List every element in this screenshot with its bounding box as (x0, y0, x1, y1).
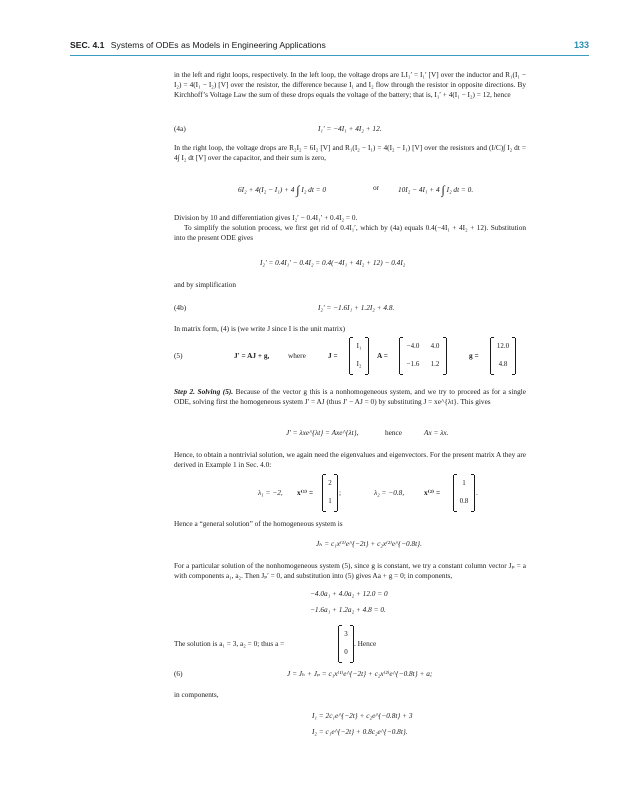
eq5-label: (5) (174, 351, 183, 360)
matrix-A-entry: −4.0 (406, 342, 420, 350)
eigenvalue-1: λ₁ = −2, (258, 488, 283, 497)
paragraph-voltage-left-loop: in the left and right loops, respectively. In the left loop, the voltage drops are LI₁′ = I₁′ [V] over the inductor and R₁(I₁ − I₂) = 4(I₁ − I₂) [V] over the resistor, the difference because I₁ and I₂ flow through the resistor in opposite directions. By Kirchhoff’s Voltage Law the sum of these drops equals the voltage of the battery; that is, I₁′ + 4(I₁ − I₂) = 12, hence (174, 70, 526, 99)
matrix-a (338, 626, 354, 662)
section-title: Systems of ODEs as Models in Engineering Applications (110, 40, 326, 50)
equation-component-2: −1.6a₁ + 1.2a₂ + 4.8 = 0. (310, 605, 386, 614)
loop-sum-left: 6I₂ + 4(I₂ − I₁) + 4 (238, 185, 295, 194)
matrix-A-entry: 4.0 (430, 342, 440, 350)
eigenvector-2-label: x⁽²⁾ = (424, 488, 441, 497)
matrix-g-entry: 12.0 (496, 342, 510, 350)
equation-I2: I₂ = c₁e^{−2t} + 0.8c₂e^{−0.8t}. (312, 727, 408, 736)
integral-sign-icon: ∫ (441, 183, 445, 197)
eq4b-label: (4b) (174, 303, 187, 312)
paragraph-solution-a: The solution is a₁ = 3, a₂ = 0; thus a = (174, 639, 285, 648)
eq5-where: where (288, 351, 306, 360)
matrix-g-entry: 4.8 (498, 360, 508, 368)
equation-component-1: −4.0a₁ + 4.0a₂ + 12.0 = 0 (310, 589, 388, 598)
paragraph-simplify: To simplify the solution process, we first get rid of 0.4I₁′, which by (4a) equals 0.4(−4I₁ + 4I₂ + 12). Substitution into the present ODE gives (174, 223, 526, 242)
eigenvector-2-end: . (476, 488, 478, 497)
eq5-A-label: A = (377, 351, 388, 360)
matrix-a-entry: 3 (344, 630, 348, 638)
paragraph-eigenvectors: Hence, to obtain a nontrivial solution, we again need the eigenvalues and eigenvectors. For the present matrix A they are derived in Example 1 in Sec. 4.0: (174, 450, 526, 469)
paragraph-particular-solution: For a particular solution of the nonhomogeneous system (5), since g is constant, we try a constant column vector Jₚ = a with components a₁, a₂. Then Jₚ′ = 0, and substitution into (5) gives Aa + g = 0; in components, (174, 561, 526, 580)
equation-I1: I₁ = 2c₁e^{−2t} + c₂e^{−0.8t} + 3 (312, 711, 413, 720)
matrix-J-entry: I₁ (356, 342, 362, 350)
paragraph-step2 (174, 387, 526, 407)
matrix-x1-entry: 2 (328, 479, 332, 487)
equation-loop-sum-simplified (398, 183, 473, 195)
paragraph-matrix-form: In matrix form, (4) is (we write J since I is the unit matrix) (174, 324, 346, 333)
equation-or: or (373, 183, 380, 192)
eigenvector-1-label: x⁽¹⁾ = (297, 488, 314, 497)
eq5-g-label: g = (469, 351, 479, 360)
page-number: 133 (573, 40, 589, 50)
loop-sum-right-end: I₂ dt = 0. (446, 185, 474, 194)
equation-hence: hence (385, 428, 403, 437)
integral-sign-icon: ∫ (296, 183, 300, 197)
paragraph-voltage-right-loop: In the right loop, the voltage drops are R₂I₂ = 6I₂ [V] and R₁(I₂ − I₁) = 4(I₂ − I₁) [V] over the resistors and (I/C)∫ I₂ dt = 4∫ I₂ dt [V] over the capacitor, and their sum is zero, (174, 143, 526, 162)
step2-text: Because of the vector g this is a nonhomogeneous system, and we try to proceed as for a single ODE, solving first the homogeneous system J′ = AJ (thus J′ − AJ = 0) by substituting J = xe^{λt}. This gives (174, 387, 526, 406)
equation-homogeneous-solution: Jₕ = c₁x⁽¹⁾e^{−2t} + c₂x⁽²⁾e^{−0.8t}. (316, 539, 422, 548)
matrix-g (490, 338, 516, 374)
matrix-J (349, 338, 369, 374)
step2-heading: Step 2. Solving (5). (174, 387, 234, 396)
matrix-x2-entry: 1 (462, 479, 466, 487)
equation-loop-sum (238, 183, 326, 195)
equation-5: J′ = AJ + g, (234, 351, 270, 360)
eigenvector-1-end: ; (339, 488, 342, 497)
section-number: SEC. 4.1 (70, 40, 105, 50)
paragraph-general-solution: Hence a “general solution” of the homogeneous system is (174, 519, 343, 528)
matrix-A-entry: 1.2 (430, 360, 440, 368)
paragraph-in-components: in components, (174, 690, 219, 699)
matrix-a-entry: 0 (344, 648, 348, 656)
equation-eigen-substitution: J′ = λxe^{λt} = Axe^{λt}, (286, 428, 359, 437)
matrix-x2 (453, 475, 475, 511)
loop-sum-left-end: I₂ dt = 0 (301, 185, 327, 194)
equation-6: J = Jₕ + Jₚ = c₁x⁽¹⁾e^{−2t} + c₂x⁽²⁾e^{−0.8t} + a; (287, 669, 433, 678)
equation-substitution: I₂′ = 0.4I₁′ − 0.4I₂ = 0.4(−4I₁ + 4I₂ + 12) − 0.4I₂ (260, 258, 406, 267)
equation-eigen-problem: Ax = λx. (424, 428, 449, 437)
eq5-J-label: J = (328, 351, 338, 360)
matrix-A (399, 338, 447, 374)
equation-4b: I₂′ = −1.6I₁ + 1.2I₂ + 4.8. (318, 303, 395, 312)
eigenvalue-2: λ₂ = −0.8, (374, 488, 405, 497)
paragraph-division: Division by 10 and differentiation gives I₂′ − 0.4I₁′ + 0.4I₂ = 0. (174, 213, 358, 222)
loop-sum-right: 10I₂ − 4I₁ + 4 (398, 185, 440, 194)
matrix-A-entry: −1.6 (406, 360, 420, 368)
matrix-x1-entry: 1 (328, 497, 332, 505)
matrix-x2-entry: 0.8 (459, 497, 469, 505)
paragraph-simplification: and by simplification (174, 280, 237, 289)
matrix-J-entry: I₂ (356, 360, 362, 368)
matrix-x1 (322, 475, 338, 511)
solution-a-hence: . Hence (354, 639, 377, 648)
equation-4a: I₁′ = −4I₁ + 4I₂ + 12. (318, 124, 382, 133)
eq6-label: (6) (174, 669, 183, 678)
eq4a-label: (4a) (174, 124, 186, 133)
